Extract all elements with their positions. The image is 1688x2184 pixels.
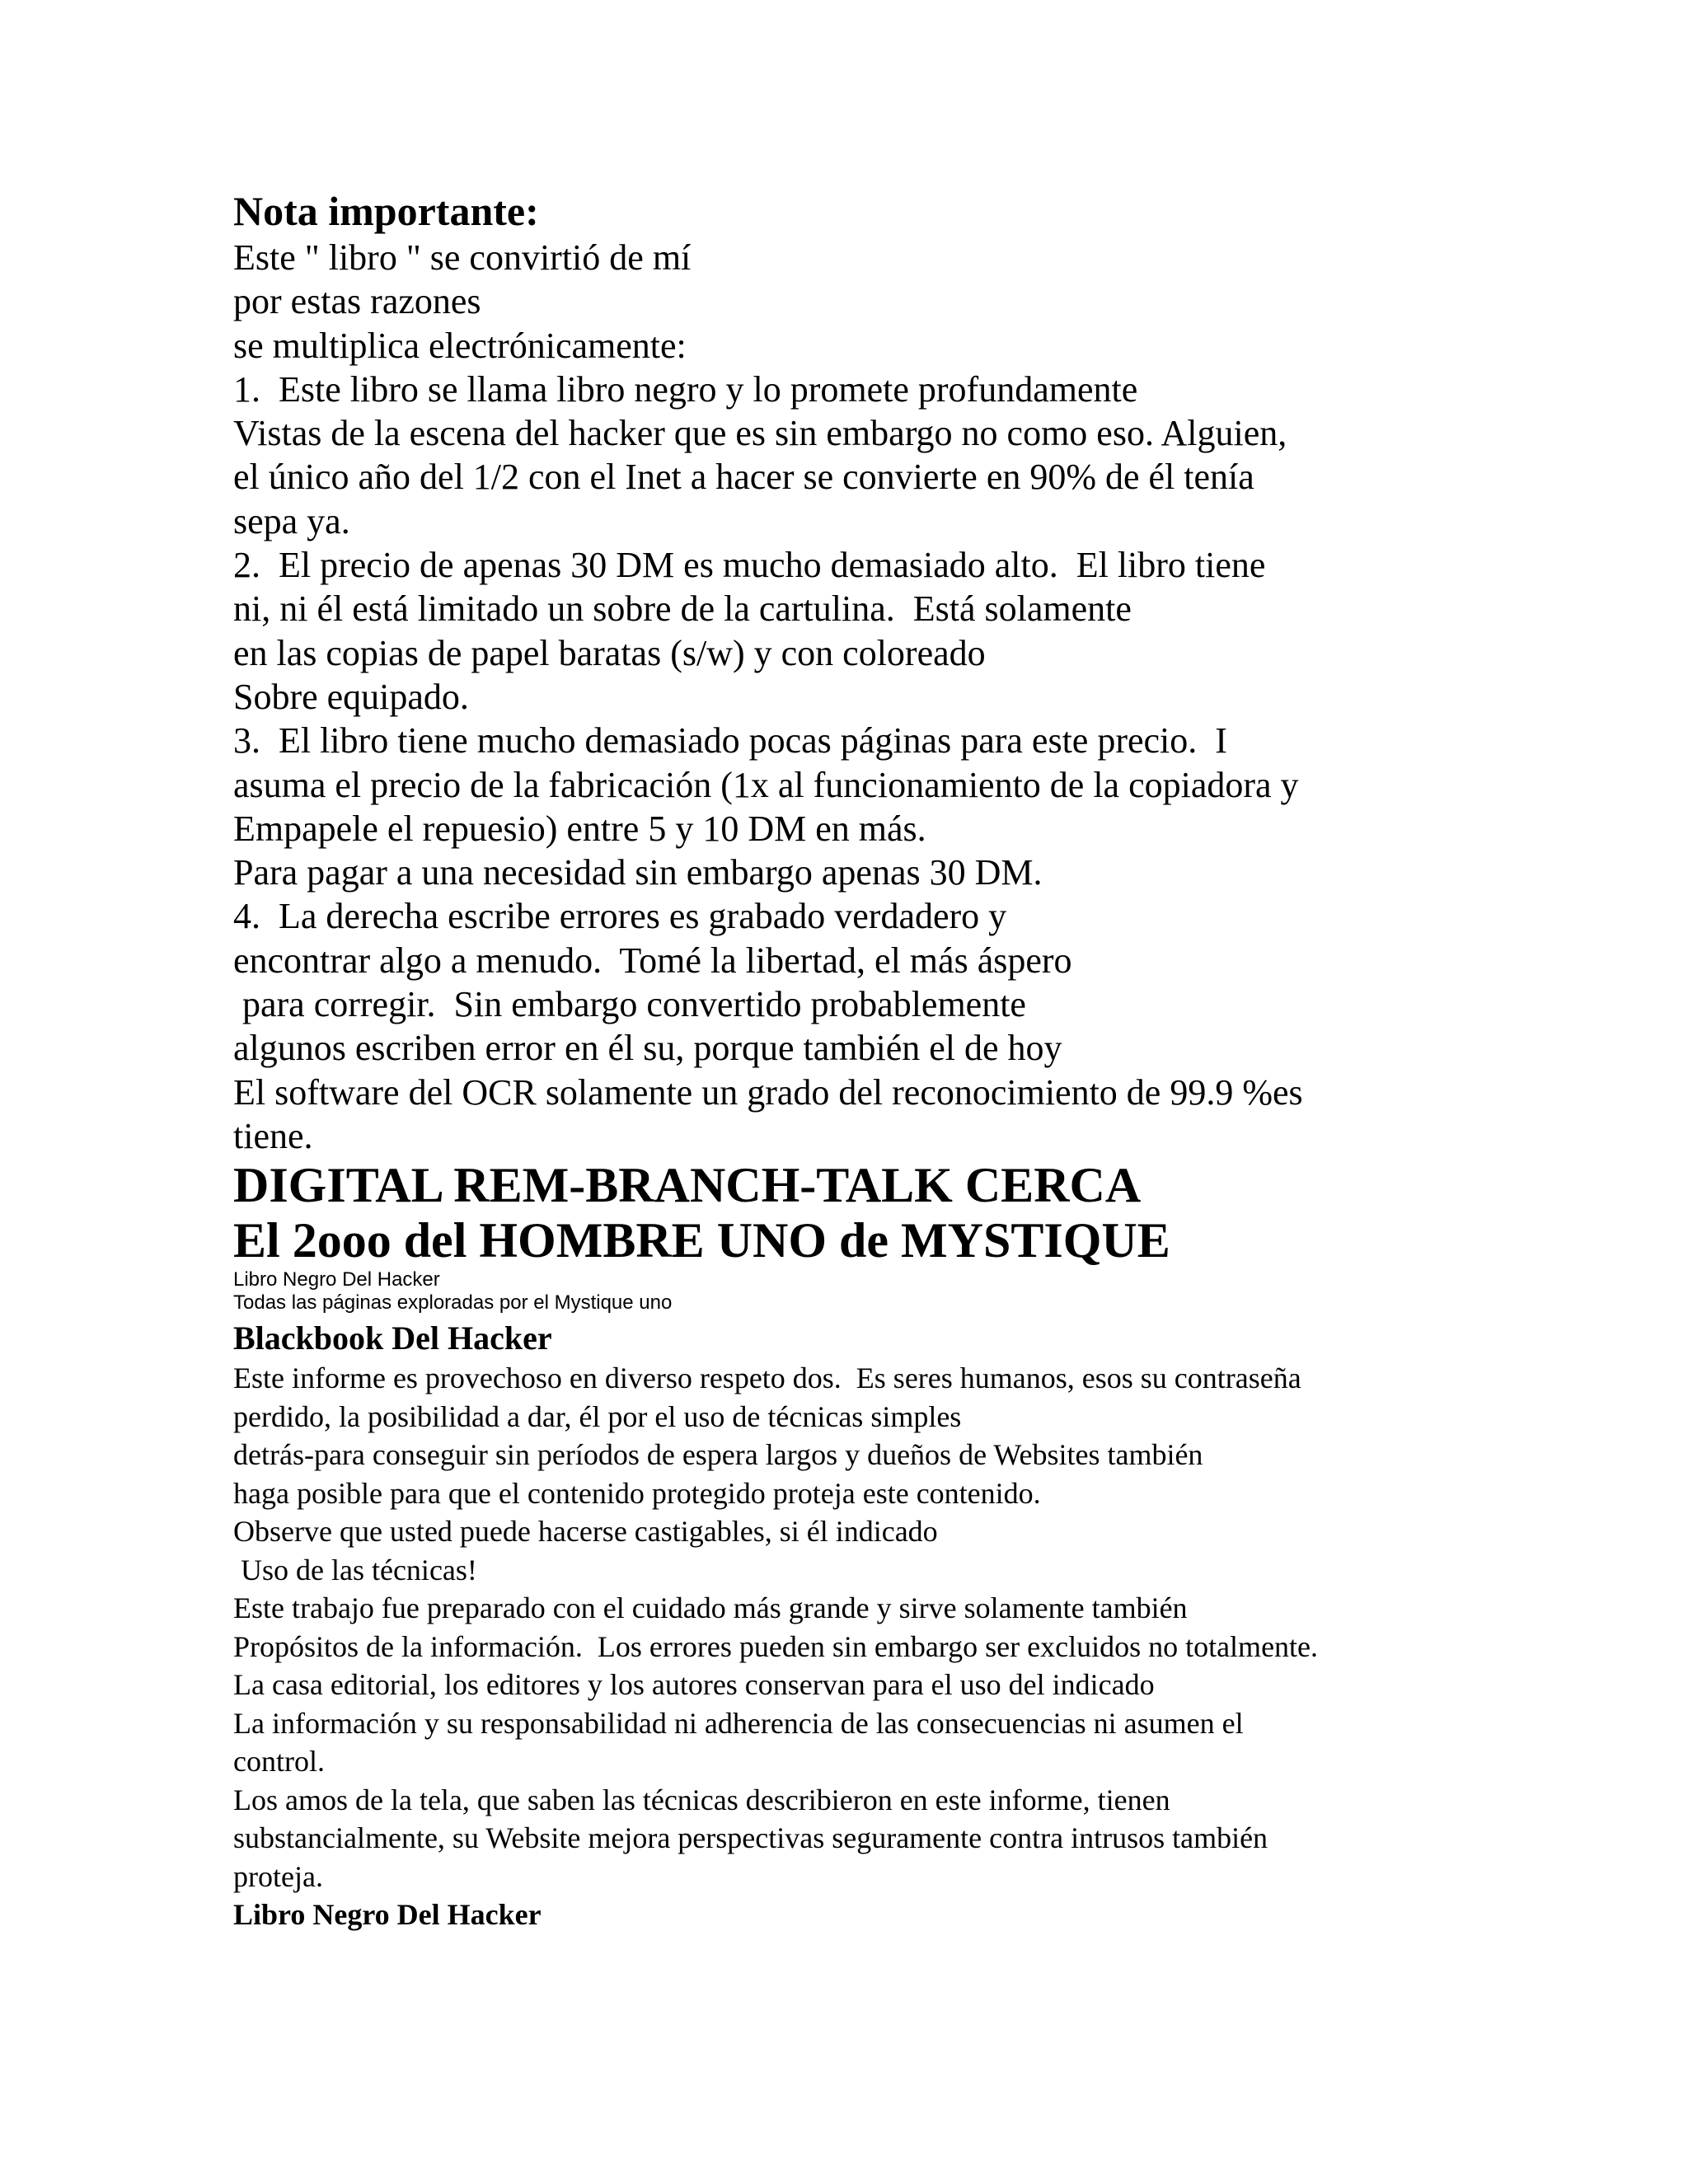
- body-line: detrás-para conseguir sin períodos de espera largos y dueños de Websites también: [233, 1438, 1203, 1472]
- note-line: en las copias de papel baratas (s/w) y con coloreado: [233, 632, 986, 673]
- note-line: encontrar algo a menudo. Tomé la libertad, el más áspero: [233, 940, 1072, 981]
- body-line: La casa editorial, los editores y los autores conservan para el uso del indicado: [233, 1668, 1155, 1702]
- document-page: [233, 188, 1651, 1933]
- blackbook-heading: Blackbook Del Hacker: [233, 1319, 552, 1357]
- body-line: La información y su responsabilidad ni adherencia de las consecuencias ni asumen el: [233, 1706, 1244, 1740]
- note-line: sepa ya.: [233, 500, 350, 541]
- note-line: por estas razones: [233, 281, 481, 322]
- note-body: [233, 236, 1651, 1158]
- small-caption-2: Todas las páginas exploradas por el Mystique uno: [233, 1291, 673, 1315]
- footer-heading: Libro Negro Del Hacker: [233, 1898, 542, 1932]
- note-line: 1. Este libro se llama libro negro y lo promete profundamente: [233, 368, 1138, 410]
- note-line: algunos escriben error en él su, porque también el de hoy: [233, 1028, 1062, 1069]
- note-heading: Nota importante:: [233, 188, 539, 234]
- note-line: asuma el precio de la fabricación (1x al funcionamiento de la copiadora y: [233, 764, 1299, 805]
- body-line: control.: [233, 1745, 325, 1779]
- body-line: Uso de las técnicas!: [233, 1553, 477, 1586]
- body-line: Propósitos de la información. Los errores pueden sin embargo ser excluidos no totalmente.: [233, 1629, 1319, 1663]
- note-line: Empapele el repuesio) entre 5 y 10 DM en más.: [233, 808, 926, 849]
- note-line: tiene.: [233, 1115, 313, 1156]
- note-line: Este " libro " se convirtió de mí: [233, 237, 692, 278]
- body-line: substancialmente, su Website mejora perspectivas seguramente contra intrusos también: [233, 1821, 1268, 1855]
- note-line: ni, ni él está limitado un sobre de la cartulina. Está solamente: [233, 588, 1132, 630]
- note-line: se multiplica electrónicamente:: [233, 325, 687, 366]
- body-line: Los amos de la tela, que saben las técnicas describieron en este informe, tienen: [233, 1783, 1170, 1816]
- note-line: el único año del 1/2 con el Inet a hacer se convierte en 90% de él tenía: [233, 457, 1254, 498]
- note-line: 3. El libro tiene mucho demasiado pocas páginas para este precio. I: [233, 720, 1227, 762]
- title-line-1: DIGITAL REM-BRANCH-TALK CERCA: [233, 1158, 1142, 1213]
- title-line-2: El 2ooo del HOMBRE UNO de MYSTIQUE: [233, 1213, 1170, 1268]
- body-line: Este informe es provechoso en diverso respeto dos. Es seres humanos, esos su contraseña: [233, 1361, 1301, 1395]
- note-line: Para pagar a una necesidad sin embargo apenas 30 DM.: [233, 852, 1043, 893]
- body-line: Este trabajo fue preparado con el cuidado más grande y sirve solamente también: [233, 1591, 1188, 1625]
- small-caption-1: Libro Negro Del Hacker: [233, 1268, 440, 1291]
- blackbook-body: [233, 1359, 1651, 1896]
- body-line: haga posible para que el contenido protegido proteja este contenido.: [233, 1476, 1041, 1510]
- note-line: 2. El precio de apenas 30 DM es mucho demasiado alto. El libro tiene: [233, 545, 1266, 586]
- body-line: Observe que usted puede hacerse castigables, si él indicado: [233, 1515, 938, 1549]
- note-line: Sobre equipado.: [233, 676, 469, 717]
- note-line: El software del OCR solamente un grado del reconocimiento de 99.9 %es: [233, 1071, 1303, 1113]
- note-line: 4. La derecha escribe errores es grabado verdadero y: [233, 896, 1007, 937]
- body-line: proteja.: [233, 1859, 323, 1893]
- body-line: perdido, la posibilidad a dar, él por el uso de técnicas simples: [233, 1399, 962, 1433]
- note-line: para corregir. Sin embargo convertido probablemente: [233, 984, 1026, 1025]
- note-line: Vistas de la escena del hacker que es sin embargo no como eso. Alguien,: [233, 413, 1287, 454]
